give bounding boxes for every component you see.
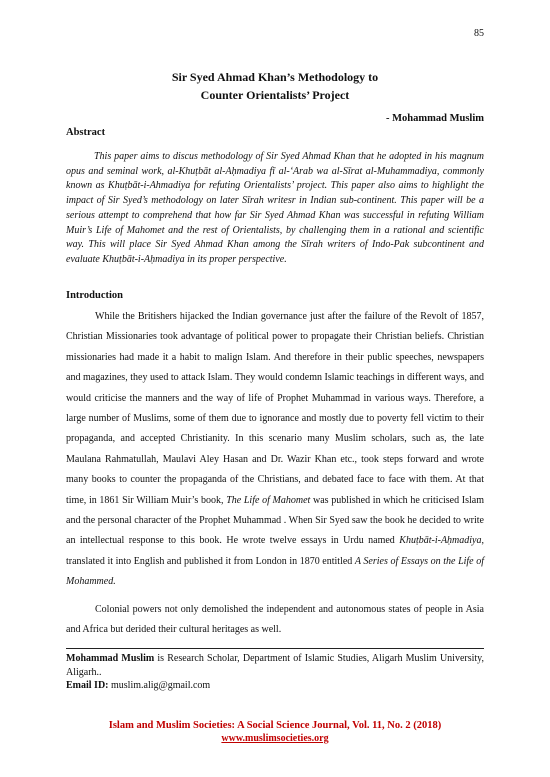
journal-citation: Islam and Muslim Societies: A Social Science Journal, Vol. 11, No. 2 (2018) — [108, 720, 442, 731]
book-title-life-of-mahomet: The Life of Mahomet — [226, 494, 311, 506]
journal-url-link[interactable]: www.muslimsocieties.org — [221, 733, 329, 744]
author-byline: - Mohammad Muslim — [386, 113, 484, 124]
introduction-paragraph-2: Colonial powers not only demolished the independent and autonomous states of people in Asia and Africa but derided their cultural heritages as well. — [66, 603, 484, 636]
email-label: Email ID: — [66, 680, 109, 691]
book-title-khutbat: Khuṭbāt-i-Aḥmadiya — [399, 535, 482, 547]
page-number: 85 — [474, 28, 484, 39]
paragraph-text: While the Britishers hijacked the Indian governance just after the failure of the Revolt of 1857, Christian Missionaries took advantage of political power to propagate their Christian beliefs. Christian missionaries had made it a habit to malign Islam. And therefore in their public speeches, newspapers and magazines, they used to attack Islam. They would condemn Islamic teachings in different ways, and would criticise the manners and the way of life of Prophet Muhammad in various ways. Therefore, a large number of Muslims, some of them due to ignorance and mostly due to poverty fell victim to their propaganda, and accepted Christianity. In this scenario many Muslim scholars, such as, the late Maulana Rahmatullah, Maulavi Aley Hasan and Dr. Wazir Khan etc., took steps forward and wrote many books to counter the propaganda of the Christians, and debated face to face with them. At that time, in 1861 Sir William Muir’s book, — [66, 311, 484, 506]
journal-footer — [66, 719, 484, 745]
book-title-series-of-essays: A Series of Essays on the Life of Mohammed. — [66, 555, 484, 588]
footnote-author-name: Mohammad Muslim — [66, 653, 155, 664]
author-footnote — [66, 648, 484, 693]
paragraph-text: , translated it into English and published it from London in 1870 entitled — [66, 535, 484, 567]
footnote-email — [66, 679, 484, 693]
paper-title — [66, 68, 484, 104]
introduction-heading: Introduction — [66, 290, 123, 301]
title-line-1: Sir Syed Ahmad Khan’s Methodology to — [171, 70, 379, 84]
paragraph-text: was published in which he criticised Islam and the personal character of the Prophet Muhammad . When Sir Syed saw the book he decided to write an intellectual response to this book. He wrote twelve essays in Urdu named — [66, 494, 485, 547]
abstract-heading: Abstract — [66, 127, 106, 138]
footnote-affiliation-text: is Research Scholar, Department of Islamic Studies, Aligarh Muslim University, Aligarh.. — [66, 653, 485, 678]
abstract-text: This paper aims to discus methodology of Sir Syed Ahmad Khan that he adopted in his magnum opus and seminal work, al-Khuṭbāt al-Aḥmadiya fī al-‘Arab wa al-Sīrat al-Muhammadiya, commonly known as Khuṭbāt-i-Ahmadiya for refuting Orientalists’ project. This paper also aims to highlight the impact of Sir Syed’s methodology on later Sīrah writesr in Indian sub-continent. This paper will be a serious attempt to comprehend that how far Sir Syed Ahmad Khan was successful in refuting William Muir’s Life of Mahomet and the rest of Orientalists, by challenging them in a rational and scientific way. This will place Sir Syed Ahmad Khan among the Sīrah writers of Indo-Pak subcontinent and evaluate Khuṭbāt-i-Aḥmadiya in its proper perspective. — [66, 151, 484, 265]
footnote-affiliation — [66, 652, 484, 679]
introduction-paragraph-1 — [66, 307, 484, 593]
title-line-2: Counter Orientalists’ Project — [200, 88, 350, 102]
introduction-body — [66, 307, 484, 641]
email-address: muslim.alig@gmail.com — [108, 680, 211, 691]
